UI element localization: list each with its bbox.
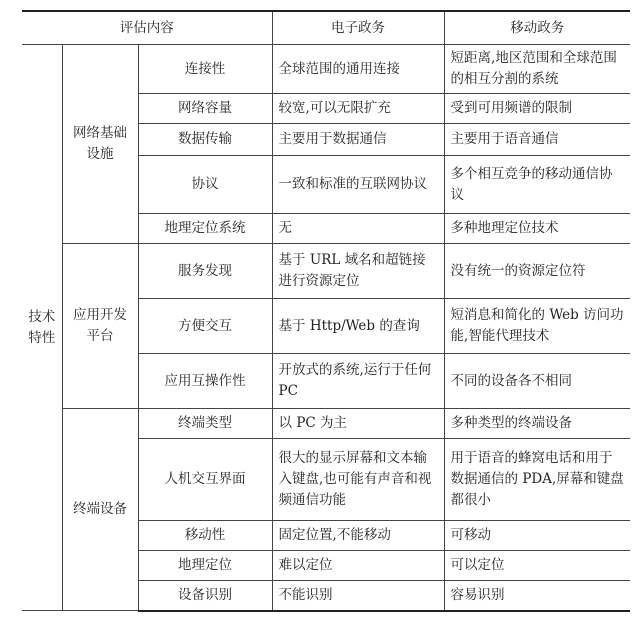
egov-cell: 主要用于数据通信 [272,124,444,156]
egov-cell: 较宽,可以无限扩充 [272,94,444,124]
category-cell: 技术特性 [22,45,62,611]
header-criteria: 评估内容 [22,11,272,45]
item-cell: 移动性 [138,521,272,551]
mgov-cell: 可以定位 [444,551,630,581]
header-mgov: 移动政务 [444,11,630,45]
item-cell: 服务发现 [138,244,272,299]
item-cell: 终端类型 [138,409,272,439]
egov-cell: 不能识别 [272,581,444,611]
item-cell: 人机交互界面 [138,439,272,521]
comparison-table [22,10,630,612]
mgov-cell: 没有统一的资源定位符 [444,244,630,299]
egov-cell: 基于 Http/Web 的查询 [272,299,444,354]
header-row [22,11,630,45]
egov-cell: 很大的显示屏幕和文本输入键盘,也可能有声音和视频通信功能 [272,439,444,521]
item-cell: 设备识别 [138,581,272,611]
item-cell: 地理定位系统 [138,214,272,244]
egov-cell: 一致和标准的互联网协议 [272,156,444,214]
mgov-cell: 多个相互竞争的移动通信协议 [444,156,630,214]
mgov-cell: 多种类型的终端设备 [444,409,630,439]
egov-cell: 基于 URL 域名和超链接进行资源定位 [272,244,444,299]
mgov-cell: 短消息和简化的 Web 访问功能,智能代理技术 [444,299,630,354]
mgov-cell: 多种地理定位技术 [444,214,630,244]
mgov-cell: 用于语音的蜂窝电话和用于数据通信的 PDA,屏幕和键盘都很小 [444,439,630,521]
group-name: 应用开发平台 [62,244,138,409]
egov-cell: 无 [272,214,444,244]
item-cell: 数据传输 [138,124,272,156]
item-cell: 方便交互 [138,299,272,354]
mgov-cell: 容易识别 [444,581,630,611]
mgov-cell: 短距离,地区范围和全球范围的相互分割的系统 [444,45,630,94]
egov-cell: 固定位置,不能移动 [272,521,444,551]
item-cell: 网络容量 [138,94,272,124]
table-row [22,45,630,94]
table-row [22,409,630,439]
egov-cell: 难以定位 [272,551,444,581]
group-name: 网络基础设施 [62,45,138,244]
header-egov: 电子政务 [272,11,444,45]
table-row [22,244,630,299]
mgov-cell: 受到可用频谱的限制 [444,94,630,124]
egov-cell: 以 PC 为主 [272,409,444,439]
mgov-cell: 主要用于语音通信 [444,124,630,156]
egov-cell: 全球范围的通用连接 [272,45,444,94]
group-name: 终端设备 [62,409,138,611]
item-cell: 地理定位 [138,551,272,581]
mgov-cell: 可移动 [444,521,630,551]
item-cell: 协议 [138,156,272,214]
item-cell: 应用互操作性 [138,354,272,409]
mgov-cell: 不同的设备各不相同 [444,354,630,409]
egov-cell: 开放式的系统,运行于任何 PC [272,354,444,409]
item-cell: 连接性 [138,45,272,94]
